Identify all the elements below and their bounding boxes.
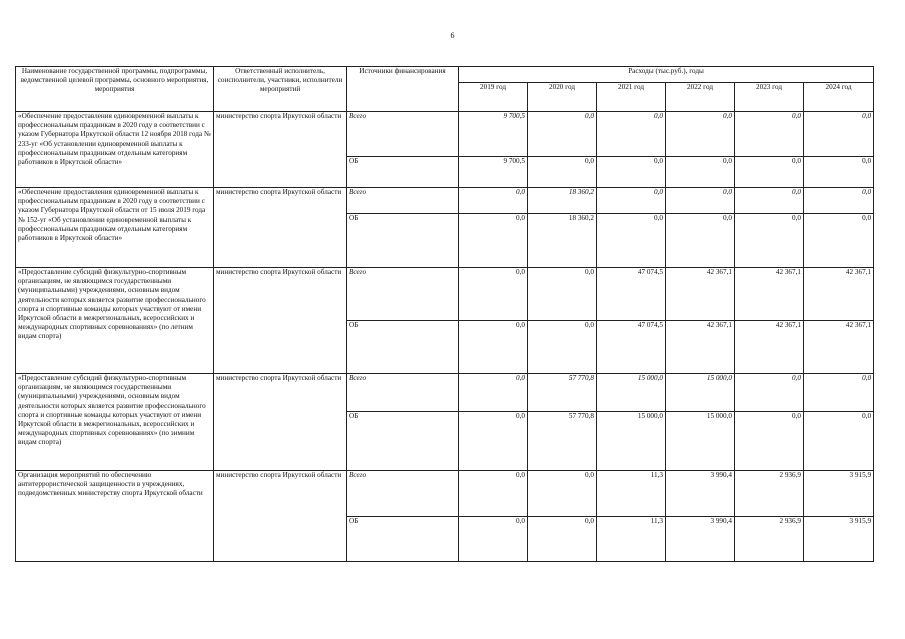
ob-2022: 0,0 <box>666 214 735 268</box>
ob-2019: 0,0 <box>459 321 528 374</box>
table-row <box>16 471 874 517</box>
activity-name: «Предоставление субсидий физкультурно-спортивным организациям, не являющимся государственными (муниципальными) учреждениями, основным видом деятельности которых является развитие профессионального спорта и спортивные команды которых участвуют от имени Иркутской области в межрегиональных, всероссийских и международных спортивных соревнованиях» (по зимним видам спорта) <box>16 374 214 471</box>
ob-2019: 0,0 <box>459 517 528 562</box>
total-2023: 2 936,9 <box>735 471 804 517</box>
total-2021: 47 074,5 <box>597 268 666 321</box>
total-2020: 18 360,2 <box>528 188 597 214</box>
ob-2022: 42 367,1 <box>666 321 735 374</box>
total-2020: 0,0 <box>528 112 597 157</box>
source-total: Всего <box>347 112 459 157</box>
total-2021: 11,3 <box>597 471 666 517</box>
source-ob: ОБ <box>347 517 459 562</box>
total-2020: 57 770,8 <box>528 374 597 412</box>
ob-2020: 0,0 <box>528 321 597 374</box>
ob-2024: 0,0 <box>804 412 874 471</box>
activity-name: «Предоставление субсидий физкультурно-спортивным организациям, не являющимся государственными (муниципальными) учреждениями, основным видом деятельности которых является развитие профессионального спорта и спортивные команды которых участвуют от имени Иркутской области в межрегиональных, всероссийских и международных спортивных соревнованиях» (по летним видам спорта) <box>16 268 214 374</box>
activity-name: «Обеспечение предоставления единовременной выплаты к профессиональным праздникам в 2020 году в соответствии с указом Губернатора Иркутской области 12 ноября 2018 года № 233-уг «Об установлении единовременной выплаты к профессиональным праздникам отдельным категориям работников в Иркутской области» <box>16 112 214 188</box>
source-total: Всего <box>347 188 459 214</box>
total-2019: 0,0 <box>459 374 528 412</box>
ob-2024: 42 367,1 <box>804 321 874 374</box>
ob-2020: 0,0 <box>528 157 597 188</box>
table-row <box>16 374 874 412</box>
financing-table <box>15 66 874 562</box>
ob-2021: 0,0 <box>597 157 666 188</box>
table-row <box>16 112 874 157</box>
activity-name: Организация мероприятий по обеспечению антитеррористической защищенности в учреждениях, подведомственных министерству спорта Иркутской области <box>16 471 214 562</box>
table-row <box>16 188 874 214</box>
total-2022: 0,0 <box>666 112 735 157</box>
source-total: Всего <box>347 471 459 517</box>
ob-2023: 0,0 <box>735 412 804 471</box>
total-2023: 0,0 <box>735 374 804 412</box>
responsible: министерство спорта Иркутской области <box>214 374 347 471</box>
header-year-2023: 2023 год <box>735 83 804 112</box>
header-year-2022: 2022 год <box>666 83 735 112</box>
total-2024: 3 915,9 <box>804 471 874 517</box>
total-2023: 42 367,1 <box>735 268 804 321</box>
ob-2021: 15 000,0 <box>597 412 666 471</box>
header-source: Источники финансирования <box>347 67 459 112</box>
responsible: министерство спорта Иркутской области <box>214 188 347 268</box>
total-2024: 0,0 <box>804 112 874 157</box>
total-2020: 0,0 <box>528 268 597 321</box>
header-year-2019: 2019 год <box>459 83 528 112</box>
ob-2020: 57 770,8 <box>528 412 597 471</box>
responsible: министерство спорта Иркутской области <box>214 112 347 188</box>
source-ob: ОБ <box>347 157 459 188</box>
total-2023: 0,0 <box>735 188 804 214</box>
total-2022: 15 000,0 <box>666 374 735 412</box>
ob-2022: 15 000,0 <box>666 412 735 471</box>
source-total: Всего <box>347 374 459 412</box>
ob-2019: 0,0 <box>459 412 528 471</box>
total-2019: 0,0 <box>459 188 528 214</box>
total-2024: 42 367,1 <box>804 268 874 321</box>
ob-2023: 0,0 <box>735 157 804 188</box>
header-responsible: Ответственный исполнитель, соисполнители, участники, исполнители мероприятий <box>214 67 347 112</box>
responsible: министерство спорта Иркутской области <box>214 268 347 374</box>
ob-2021: 11,3 <box>597 517 666 562</box>
activity-name: «Обеспечение предоставления единовременной выплаты к профессиональным праздникам в 2020 году в соответствии с указом Губернатора Иркутской области от 15 июля 2019 года № 152-уг «Об установлении единовременной выплаты к профессиональным праздникам отдельным категориям работников в Иркутской области» <box>16 188 214 268</box>
responsible: министерство спорта Иркутской области <box>214 471 347 562</box>
source-ob: ОБ <box>347 321 459 374</box>
total-2022: 3 990,4 <box>666 471 735 517</box>
ob-2021: 47 074,5 <box>597 321 666 374</box>
ob-2019: 0,0 <box>459 214 528 268</box>
total-2021: 0,0 <box>597 112 666 157</box>
ob-2024: 3 915,9 <box>804 517 874 562</box>
total-2024: 0,0 <box>804 374 874 412</box>
ob-2024: 0,0 <box>804 214 874 268</box>
total-2019: 0,0 <box>459 268 528 321</box>
header-year-2021: 2021 год <box>597 83 666 112</box>
total-2019: 0,0 <box>459 471 528 517</box>
total-2024: 0,0 <box>804 188 874 214</box>
table-row <box>16 268 874 321</box>
ob-2020: 0,0 <box>528 517 597 562</box>
source-ob: ОБ <box>347 214 459 268</box>
total-2022: 42 367,1 <box>666 268 735 321</box>
total-2022: 0,0 <box>666 188 735 214</box>
header-year-2024: 2024 год <box>804 83 874 112</box>
ob-2022: 3 990,4 <box>666 517 735 562</box>
ob-2023: 2 936,9 <box>735 517 804 562</box>
ob-2023: 42 367,1 <box>735 321 804 374</box>
page-number: 6 <box>450 31 455 40</box>
total-2019: 9 700,5 <box>459 112 528 157</box>
header-expenses: Расходы (тыс.руб.), годы <box>459 67 874 83</box>
ob-2022: 0,0 <box>666 157 735 188</box>
ob-2021: 0,0 <box>597 214 666 268</box>
total-2021: 0,0 <box>597 188 666 214</box>
header-name: Наименование государственной программы, подпрограммы, ведомственной целевой программы, основного мероприятия, мероприятия <box>16 67 214 112</box>
ob-2020: 18 360,2 <box>528 214 597 268</box>
ob-2024: 0,0 <box>804 157 874 188</box>
source-total: Всего <box>347 268 459 321</box>
total-2020: 0,0 <box>528 471 597 517</box>
total-2023: 0,0 <box>735 112 804 157</box>
ob-2019: 9 700,5 <box>459 157 528 188</box>
ob-2023: 0,0 <box>735 214 804 268</box>
total-2021: 15 000,0 <box>597 374 666 412</box>
header-year-2020: 2020 год <box>528 83 597 112</box>
source-ob: ОБ <box>347 412 459 471</box>
